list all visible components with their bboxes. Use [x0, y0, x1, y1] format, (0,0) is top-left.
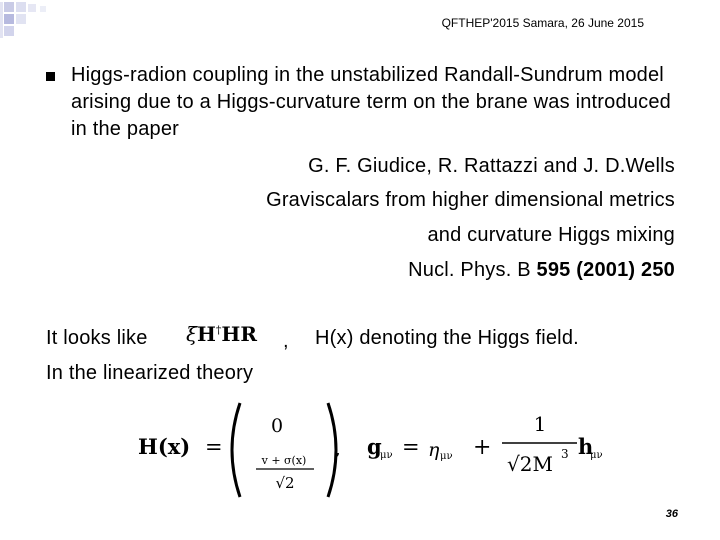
bullet-text: Higgs-radion coupling in the unstabilized Randall-Sundrum model arising due to a Higgs-curvature term on the brane was introduced in the paper	[71, 64, 671, 140]
h-dagger-symbol: H	[197, 322, 216, 346]
perturbation-h: h	[578, 434, 594, 459]
formula-comma: ,	[335, 439, 341, 460]
looks-like-comma: ,	[283, 330, 289, 352]
xi-symbol: ξ	[186, 322, 198, 346]
dagger-symbol: †	[215, 323, 222, 337]
plus-sign: +	[473, 435, 492, 460]
equals-sign-2: =	[402, 435, 420, 459]
doublet-denominator: √2	[275, 474, 295, 492]
looks-like-prefix: It looks like	[46, 327, 148, 349]
left-paren	[232, 403, 240, 497]
page-number: 36	[665, 508, 678, 520]
reference-title-line1: Graviscalars from higher dimensional metrics	[266, 189, 675, 211]
fraction-numerator-one: 1	[533, 412, 547, 436]
reference-title-line2: and curvature Higgs mixing	[427, 224, 675, 246]
linearized-formula	[130, 395, 630, 505]
higgs-field-description: H(x) denoting the Higgs field.	[315, 327, 579, 349]
bullet-square-icon	[46, 72, 55, 81]
higgs-doublet-label: H(x)	[138, 434, 191, 459]
doublet-top-entry: 0	[270, 415, 284, 437]
metric-g: g	[367, 434, 382, 459]
journal-volume: 595	[536, 259, 571, 281]
reference-authors: G. F. Giudice, R. Rattazzi and J. D.Wells	[308, 155, 675, 177]
journal-name: Nucl. Phys. B	[408, 259, 537, 281]
metric-g-indices: μν	[380, 450, 393, 461]
cube-exponent: 3	[561, 447, 569, 461]
corner-decoration	[0, 0, 60, 40]
hr-symbol: HR	[221, 322, 257, 346]
eta-indices: μν	[440, 451, 453, 462]
reference-journal	[115, 257, 675, 284]
fraction-denominator: √2M	[507, 452, 553, 476]
doublet-numerator: v + σ(x)	[261, 454, 307, 467]
eta-symbol: η	[428, 439, 440, 461]
equals-sign-1: =	[205, 435, 223, 459]
linearized-theory-text: In the linearized theory	[46, 362, 254, 384]
journal-year-pages: (2001) 250	[570, 259, 675, 281]
coupling-term	[186, 322, 257, 346]
perturbation-h-indices: μν	[590, 450, 603, 461]
slide-header: QFTHEP'2015 Samara, 26 June 2015	[441, 16, 644, 30]
